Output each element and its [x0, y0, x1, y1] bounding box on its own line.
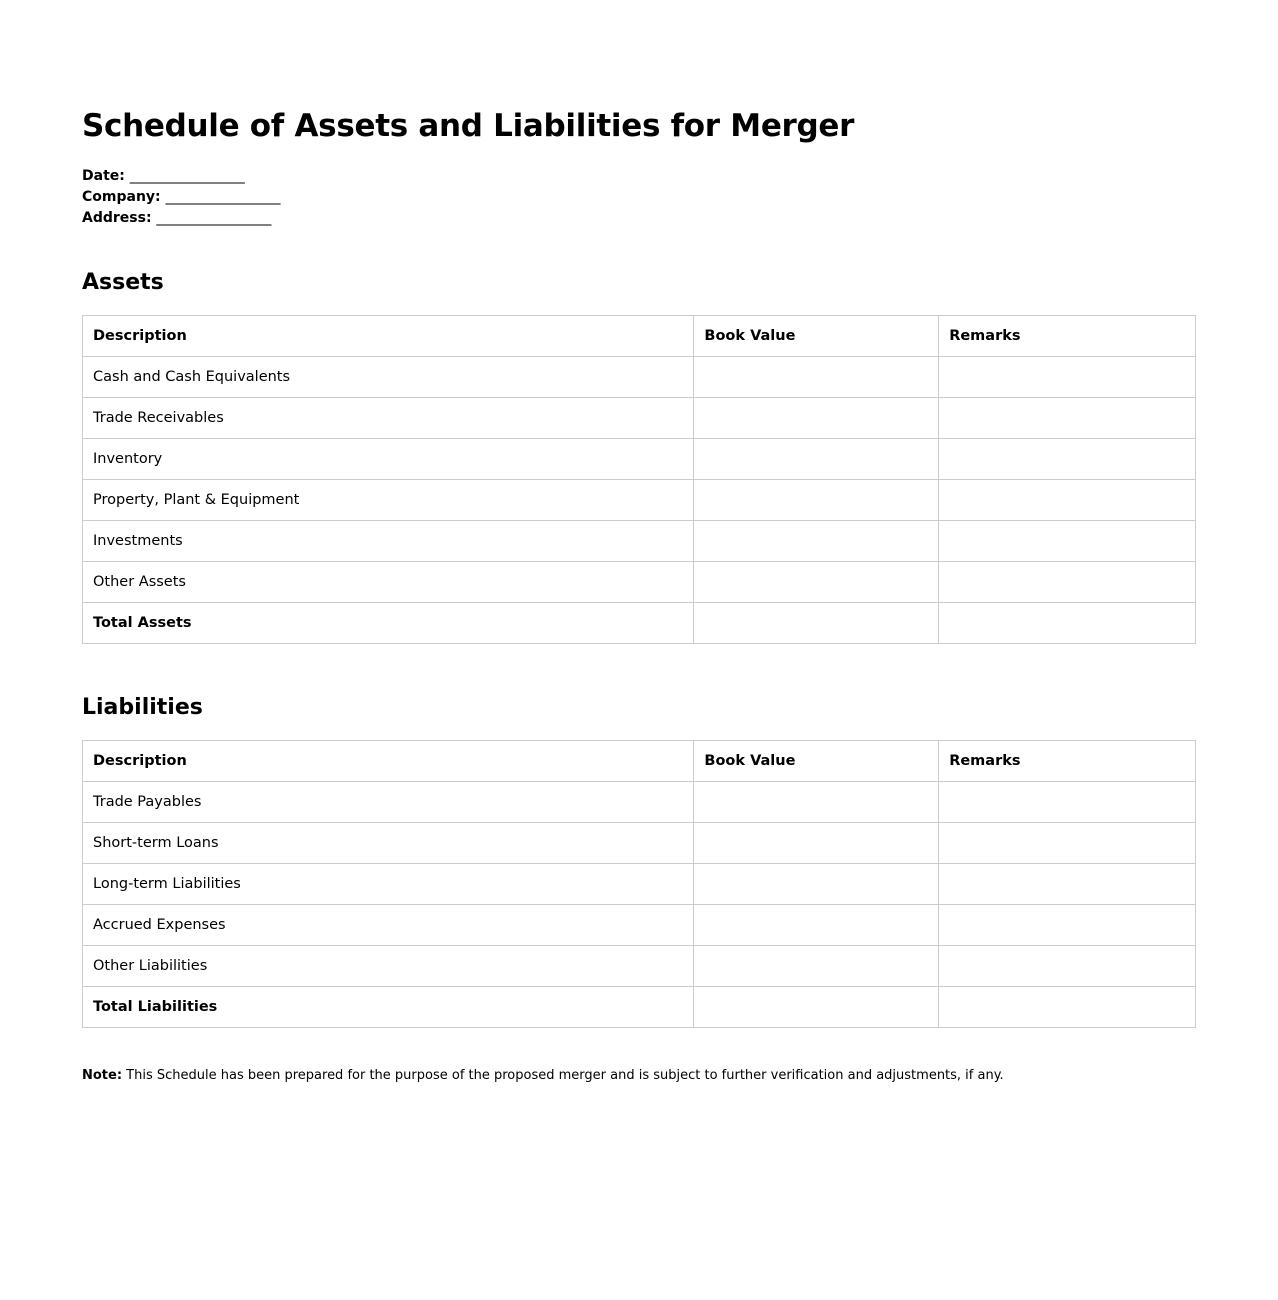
table-row — [83, 823, 1196, 864]
page-title: Schedule of Assets and Liabilities for Merger — [82, 108, 855, 144]
description-cell: Trade Payables — [83, 782, 694, 823]
book-value-cell — [694, 987, 939, 1028]
remarks-cell — [939, 357, 1196, 398]
table-row — [83, 521, 1196, 562]
date-label: Date: — [82, 168, 125, 184]
description-cell: Inventory — [83, 439, 694, 480]
note-text: This Schedule has been prepared for the purpose of the proposed merger and is subject to further verification and adjustments, if any. — [122, 1068, 1004, 1083]
book-value-cell — [694, 480, 939, 521]
table-row — [83, 480, 1196, 521]
table-row — [83, 864, 1196, 905]
description-cell: Trade Receivables — [83, 398, 694, 439]
book-value-cell — [694, 946, 939, 987]
book-value-cell — [694, 357, 939, 398]
table-header-row — [83, 741, 1196, 782]
remarks-cell — [939, 782, 1196, 823]
remarks-cell — [939, 905, 1196, 946]
book-value-cell — [694, 603, 939, 644]
remarks-cell — [939, 823, 1196, 864]
address-label: Address: — [82, 210, 152, 226]
company-label: Company: — [82, 189, 161, 205]
total-label-cell: Total Assets — [83, 603, 694, 644]
description-cell: Property, Plant & Equipment — [83, 480, 694, 521]
table-row — [83, 946, 1196, 987]
description-cell: Other Liabilities — [83, 946, 694, 987]
company-blank: ___________________ — [165, 189, 280, 205]
date-blank: ___________________ — [129, 168, 244, 184]
note-label: Note: — [82, 1068, 123, 1083]
address-blank: ___________________ — [156, 210, 271, 226]
liabilities-table — [82, 740, 1196, 1028]
column-header-description: Description — [83, 316, 694, 357]
date-field — [82, 166, 280, 187]
remarks-cell — [939, 946, 1196, 987]
footnote — [82, 1068, 1004, 1083]
assets-heading: Assets — [82, 270, 164, 295]
liabilities-heading: Liabilities — [82, 695, 203, 720]
remarks-cell — [939, 480, 1196, 521]
table-row — [83, 357, 1196, 398]
column-header-book-value: Book Value — [694, 316, 939, 357]
remarks-cell — [939, 439, 1196, 480]
total-row — [83, 987, 1196, 1028]
table-header-row — [83, 316, 1196, 357]
description-cell: Investments — [83, 521, 694, 562]
remarks-cell — [939, 398, 1196, 439]
book-value-cell — [694, 398, 939, 439]
description-cell: Accrued Expenses — [83, 905, 694, 946]
remarks-cell — [939, 603, 1196, 644]
book-value-cell — [694, 823, 939, 864]
table-row — [83, 905, 1196, 946]
company-field — [82, 187, 280, 208]
description-cell: Cash and Cash Equivalents — [83, 357, 694, 398]
book-value-cell — [694, 864, 939, 905]
remarks-cell — [939, 864, 1196, 905]
remarks-cell — [939, 521, 1196, 562]
column-header-description: Description — [83, 741, 694, 782]
address-field — [82, 208, 280, 229]
remarks-cell — [939, 562, 1196, 603]
remarks-cell — [939, 987, 1196, 1028]
description-cell: Other Assets — [83, 562, 694, 603]
column-header-remarks: Remarks — [939, 316, 1196, 357]
description-cell: Short-term Loans — [83, 823, 694, 864]
header-fields — [82, 166, 280, 229]
column-header-remarks: Remarks — [939, 741, 1196, 782]
book-value-cell — [694, 782, 939, 823]
total-label-cell: Total Liabilities — [83, 987, 694, 1028]
book-value-cell — [694, 905, 939, 946]
table-row — [83, 562, 1196, 603]
table-row — [83, 439, 1196, 480]
column-header-book-value: Book Value — [694, 741, 939, 782]
assets-table — [82, 315, 1196, 644]
total-row — [83, 603, 1196, 644]
book-value-cell — [694, 562, 939, 603]
book-value-cell — [694, 439, 939, 480]
table-row — [83, 398, 1196, 439]
description-cell: Long-term Liabilities — [83, 864, 694, 905]
book-value-cell — [694, 521, 939, 562]
table-row — [83, 782, 1196, 823]
